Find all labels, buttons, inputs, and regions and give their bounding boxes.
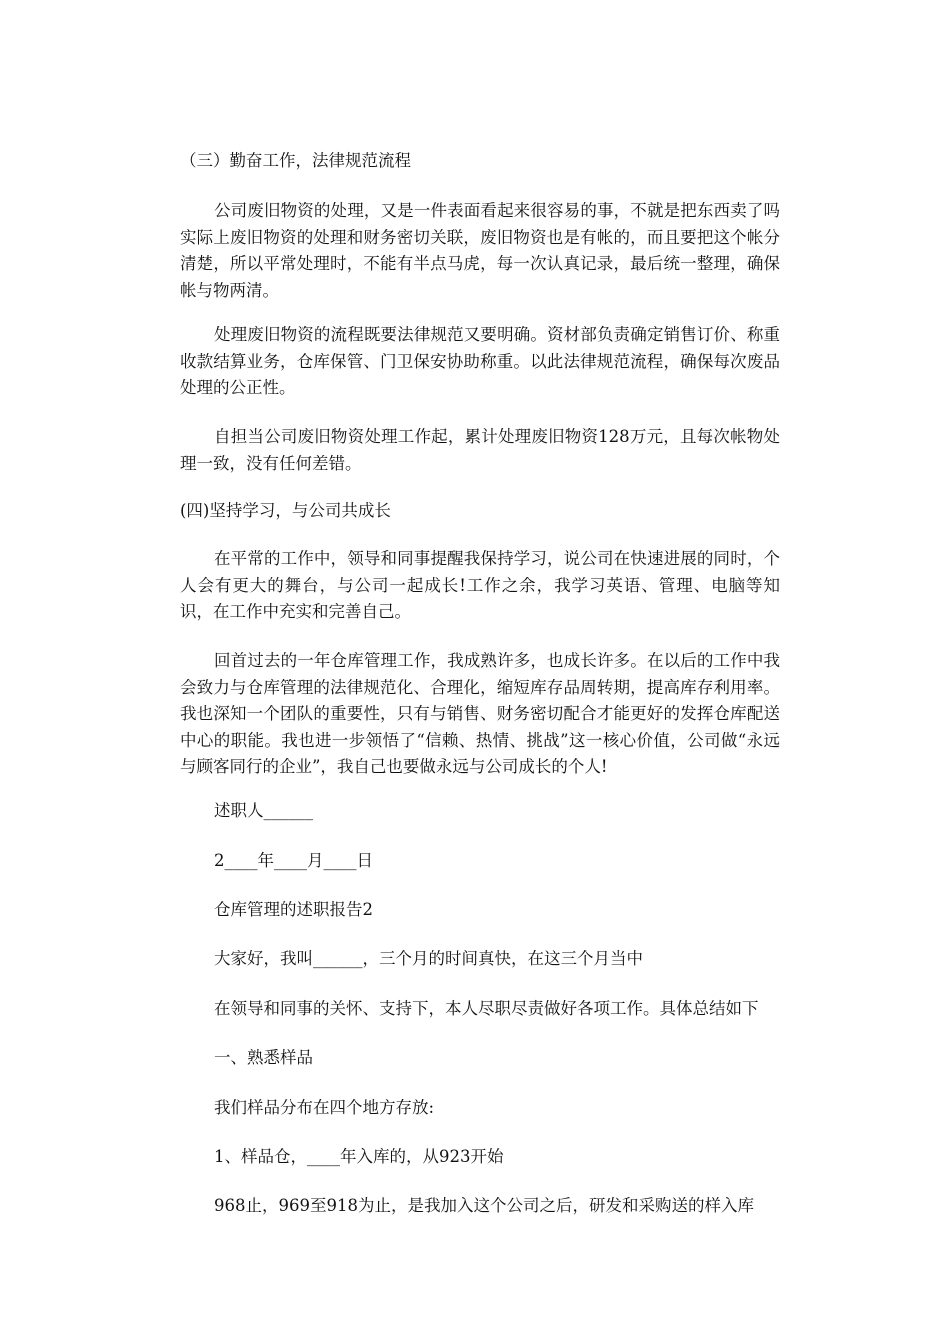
paragraph-learning: 在平常的工作中，领导和同事提醒我保持学习，说公司在快速进展的同时，个人会有更大的舞台，与公司一起成长!工作之余，我学习英语、管理、电脑等知识，在工作中充实和完善自己。 <box>180 549 780 621</box>
paragraph-review: 回首过去的一年仓库管理工作，我成熟许多，也成长许多。在以后的工作中我会致力与仓库管理的法律规范化、合理化，缩短库存品周转期，提高库存利用率。我也深知一个团队的重要性，只有与销售、财务密切配合才能更好的发挥仓库配送中心的职能。我也进一步领悟了“信赖、热情、挑战”这一核心价值，公司做“永远与顾客同行的企业”，我自己也要做永远与公司成长的个人! <box>180 651 780 776</box>
date-line: 2____年____月____日 <box>214 851 373 870</box>
paragraph-total: 自担当公司废旧物资处理工作起，累计处理废旧物资128万元，且每次帐物处理一致，没有任何差错。 <box>180 427 780 473</box>
report-title-2: 仓库管理的述职报告2 <box>214 900 373 919</box>
sample-range-line: 968止，969至918为止，是我加入这个公司之后，研发和采购送的样入库 <box>214 1196 754 1215</box>
sample-warehouse-line: 1、样品仓，____年入库的，从923开始 <box>214 1147 504 1166</box>
section-heading-3: （三）勤奋工作，法律规范流程 <box>180 151 411 170</box>
paragraph-process: 处理废旧物资的流程既要法律规范又要明确。资材部负责确定销售订价、称重收款结算业务，仓库保管、门卫保安协助称重。以此法律规范流程，确保每次废品处理的公正性。 <box>180 325 780 397</box>
section-heading-one: 一、熟悉样品 <box>214 1048 313 1067</box>
sample-location-line: 我们样品分布在四个地方存放: <box>214 1098 435 1117</box>
signature-line: 述职人______ <box>214 801 313 820</box>
paragraph-waste-handling: 公司废旧物资的处理，又是一件表面看起来很容易的事，不就是把东西卖了吗实际上废旧物资的处理和财务密切关联，废旧物资也是有帐的，而且要把这个帐分清楚，所以平常处理时，不能有半点马虎，每一次认真记录，最后统一整理，确保帐与物两清。 <box>180 201 780 300</box>
summary-intro-line: 在领导和同事的关怀、支持下，本人尽职尽责做好各项工作。具体总结如下 <box>214 999 759 1018</box>
greeting-line: 大家好，我叫______，三个月的时间真快，在这三个月当中 <box>214 949 643 968</box>
section-heading-4: (四)坚持学习，与公司共成长 <box>180 501 391 520</box>
